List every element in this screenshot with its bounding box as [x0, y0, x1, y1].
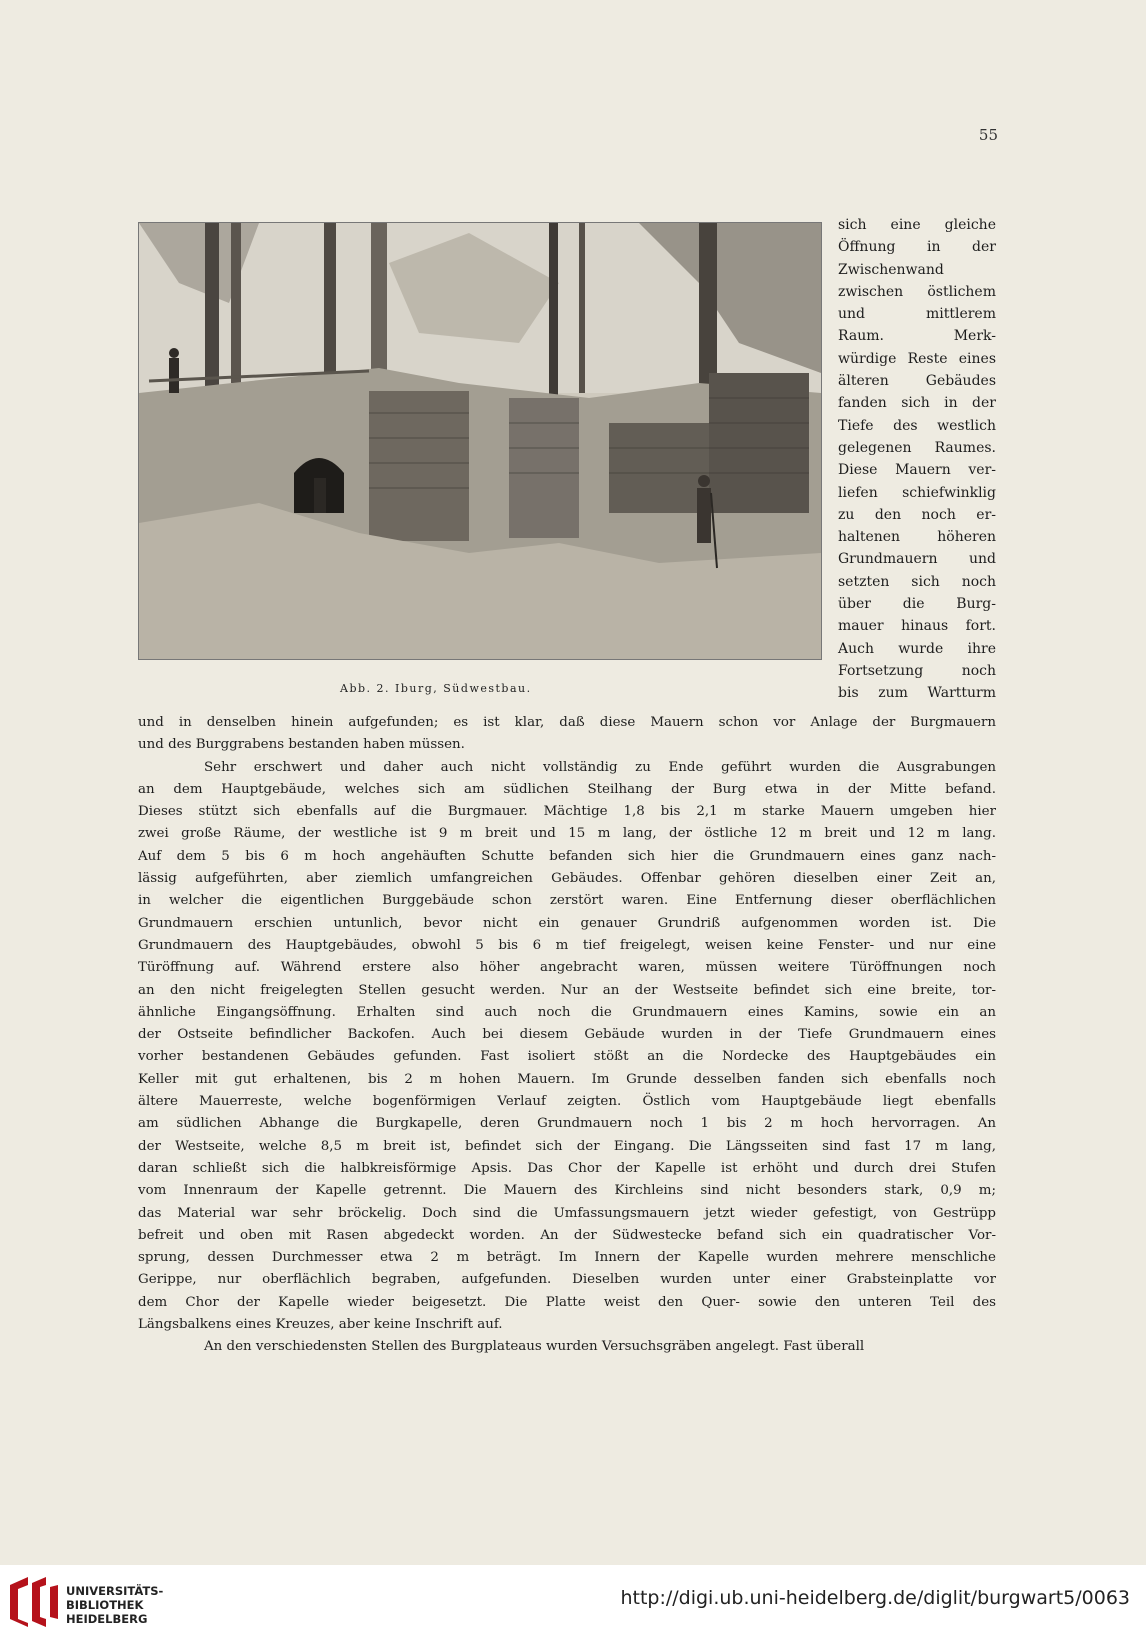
- library-name-line: BIBLIOTHEK: [66, 1598, 144, 1612]
- side-column-line: älteren Gebäudes: [838, 373, 996, 390]
- body-line: vorher bestandenen Gebäudes gefunden. Fast isoliert stößt an die Nordecke des Hauptgebäudes ein: [138, 1049, 996, 1065]
- side-column-line: liefen schiefwinklig: [838, 484, 996, 501]
- body-line: an dem Hauptgebäude, welches sich am südlichen Steilhang der Burg etwa in der Mitte befand.: [138, 781, 996, 797]
- body-line: sprung, dessen Durchmesser etwa 2 m beträgt. Im Innern der Kapelle wurden mehrere menschliche: [138, 1250, 996, 1266]
- side-column-line: zwischen östlichem: [838, 283, 996, 300]
- body-line: am südlichen Abhange die Burgkapelle, deren Grundmauern noch 1 bis 2 m hoch hervorragen. An: [138, 1116, 996, 1132]
- side-column-line: Zwischenwand: [838, 261, 944, 278]
- figure-caption: Abb. 2. Iburg, Südwestbau.: [340, 682, 532, 695]
- library-name: [66, 1584, 163, 1626]
- body-line: Längsbalkens eines Kreuzes, aber keine Inschrift auf.: [138, 1317, 503, 1333]
- side-column-line: Diese Mauern ver-: [838, 462, 996, 479]
- side-column-line: sich eine gleiche: [838, 217, 996, 233]
- side-column-line: Fortsetzung noch: [838, 662, 996, 679]
- body-line: Auf dem 5 bis 6 m hoch angehäuften Schutte befanden sich hier die Grundmauern eines ganz nach-: [138, 848, 996, 864]
- source-url[interactable]: http://digi.ub.uni-heidelberg.de/diglit/burgwart5/0063: [620, 1587, 1130, 1609]
- side-column-line: Öffnung in der: [838, 239, 996, 256]
- side-column-line: Raum. Merk-: [838, 328, 996, 345]
- side-column-line: Auch wurde ihre: [838, 640, 996, 657]
- side-column-line: über die Burg-: [838, 596, 996, 613]
- library-footer: [0, 1565, 1146, 1647]
- body-line: vom Innenraum der Kapelle getrennt. Die Mauern des Kirchleins sind nicht besonders stark, 0,9 m;: [138, 1183, 996, 1199]
- body-line: Sehr erschwert und daher auch nicht vollständig zu Ende geführt wurden die Ausgrabungen: [204, 759, 996, 775]
- body-line: lässig aufgeführten, aber ziemlich umfangreichen Gebäudes. Offenbar gehören dieselben einer Zeit an,: [138, 871, 996, 887]
- body-line: daran schließt sich die halbkreisförmige Apsis. Das Chor der Kapelle ist erhöht und durch drei Stufen: [138, 1160, 996, 1176]
- body-line: das Material war sehr bröckelig. Doch sind die Umfassungsmauern jetzt wieder gefestigt, von Gestrüpp: [138, 1205, 996, 1221]
- body-line: Grundmauern des Hauptgebäudes, obwohl 5 bis 6 m tief freigelegt, weisen keine Fenster- und nur eine: [138, 937, 996, 953]
- body-line: befreit und oben mit Rasen abgedeckt worden. An der Südwestecke befand sich ein quadratischer Vor-: [138, 1227, 996, 1243]
- side-column-line: würdige Reste eines: [838, 350, 996, 367]
- side-column-text: [838, 214, 996, 705]
- body-line: ähnliche Eingangsöffnung. Erhalten sind auch noch die Grundmauern eines Kamins, sowie ein an: [138, 1004, 996, 1020]
- library-name-line: HEIDELBERG: [66, 1612, 148, 1626]
- body-line: der Ostseite befindlicher Backofen. Auch bei diesem Gebäude wurden in der Tiefe Grundmauern eines: [138, 1027, 996, 1043]
- body-line: zwei große Räume, der westliche ist 9 m breit und 15 m lang, der östliche 12 m breit und 12 m lang.: [138, 826, 996, 842]
- body-line: Dieses stützt sich ebenfalls auf die Burgmauer. Mächtige 1,8 bis 2,1 m starke Mauern umgeben hier: [138, 804, 996, 820]
- side-column-line: setzten sich noch: [838, 573, 996, 590]
- side-column-line: haltenen höheren: [838, 529, 996, 546]
- body-line: in welcher die eigentlichen Burggebäude schon zerstört waren. Eine Entfernung dieser oberflächlichen: [138, 893, 996, 909]
- body-line: Türöffnung auf. Während erstere also höher angebracht waren, müssen weitere Türöffnungen noch: [138, 960, 996, 976]
- body-text: [138, 712, 996, 1359]
- library-name-line: UNIVERSITÄTS-: [66, 1584, 164, 1598]
- side-column-line: zu den noch er-: [838, 506, 996, 523]
- body-line: Gerippe, nur oberflächlich begraben, aufgefunden. Dieselben wurden unter einer Grabsteinplatte vor: [138, 1272, 996, 1288]
- body-line: ältere Mauerreste, welche bogenförmigen Verlauf zeigten. Östlich vom Hauptgebäude liegt ebenfalls: [138, 1094, 996, 1110]
- side-column-line: und mittlerem: [838, 306, 996, 323]
- side-column-line: Grundmauern und: [838, 551, 996, 568]
- library-logo-icon: [10, 1577, 58, 1627]
- body-line: dem Chor der Kapelle wieder beigesetzt. Die Platte weist den Quer- sowie den unteren Teil des: [138, 1294, 996, 1310]
- side-column-line: bis zum Wartturm: [838, 685, 996, 702]
- page-number: 55: [978, 126, 998, 144]
- body-line: der Westseite, welche 8,5 m breit ist, befindet sich der Eingang. Die Längsseiten sind fast 17 m lang,: [138, 1138, 996, 1154]
- side-column-line: Tiefe des westlich: [838, 417, 996, 434]
- side-column-line: mauer hinaus fort.: [838, 618, 996, 635]
- body-line: Grundmauern erschien untunlich, bevor nicht ein genauer Grundriß aufgenommen worden ist. Die: [138, 915, 996, 931]
- body-line: und in denselben hinein aufgefunden; es ist klar, daß diese Mauern schon vor Anlage der Burgmauern: [138, 715, 996, 730]
- ruin-photograph: [138, 222, 822, 660]
- body-line: und des Burggrabens bestanden haben müssen.: [138, 737, 465, 753]
- side-column-line: gelegenen Raumes.: [838, 439, 996, 456]
- body-line: Keller mit gut erhaltenen, bis 2 m hohen Mauern. Im Grunde desselben fanden sich ebenfalls noch: [138, 1071, 996, 1087]
- body-line: An den verschiedensten Stellen des Burgplateaus wurden Versuchsgräben angelegt. Fast überall: [204, 1339, 865, 1355]
- body-line: an den nicht freigelegten Stellen gesucht werden. Nur an der Westseite befindet sich eine breite, tor-: [138, 982, 996, 998]
- side-column-line: fanden sich in der: [838, 395, 996, 412]
